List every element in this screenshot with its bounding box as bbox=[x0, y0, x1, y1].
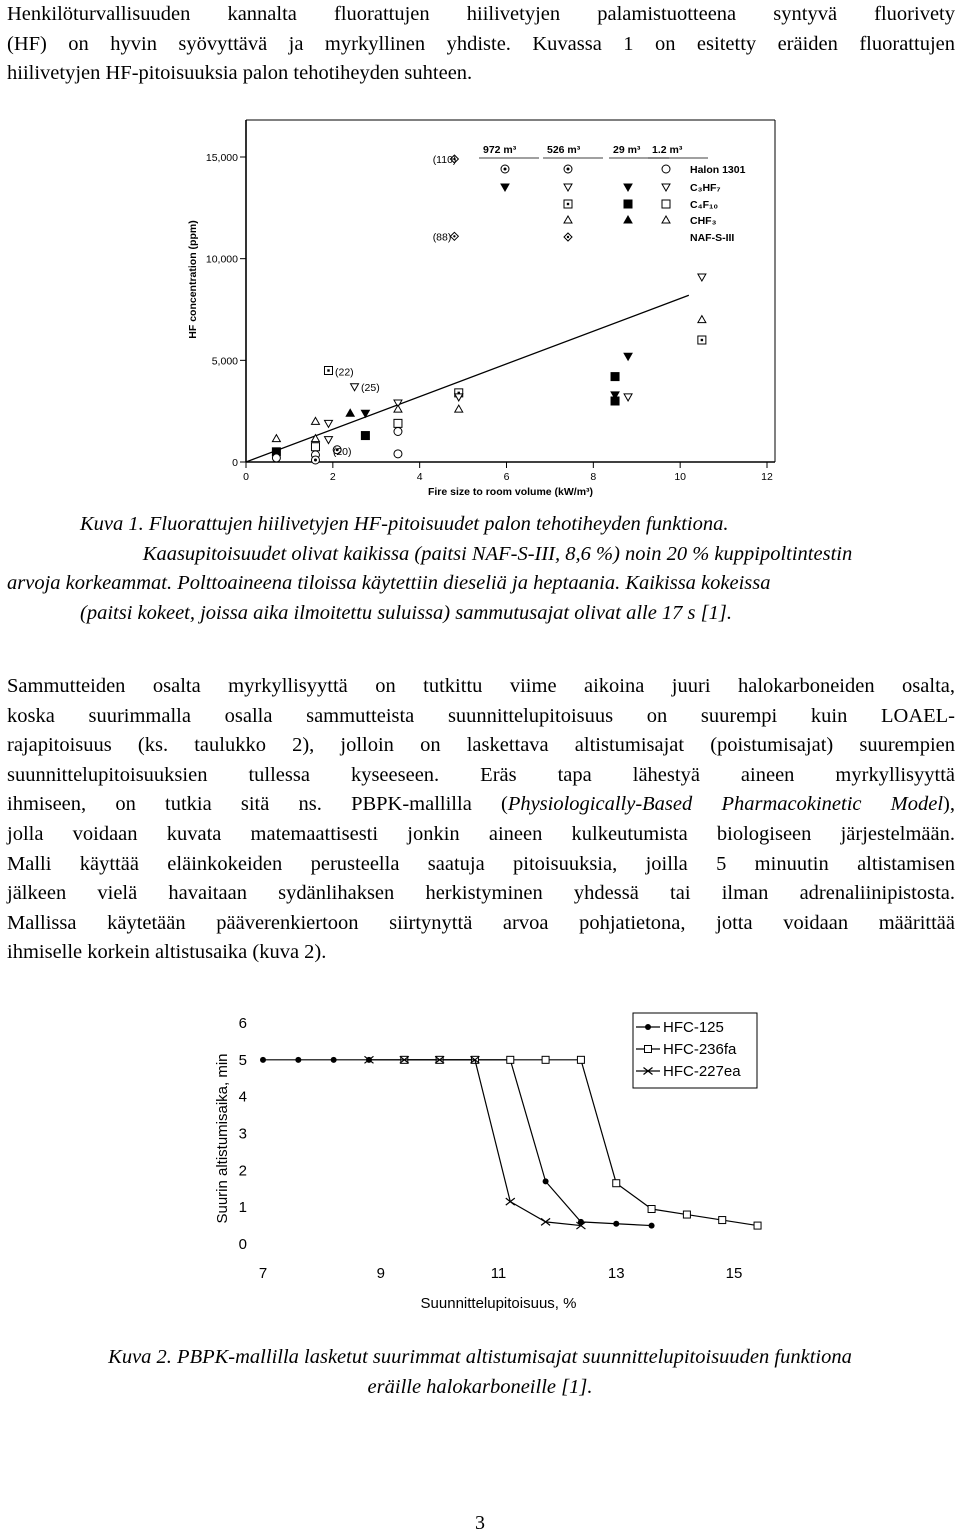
point-annotation: (110) bbox=[432, 154, 457, 167]
legend-marker bbox=[645, 1046, 652, 1053]
legend-room-volume: 526 m³ bbox=[547, 144, 581, 156]
legend-agent-label: C₃HF₇ bbox=[690, 182, 721, 194]
series-line bbox=[263, 1060, 652, 1226]
data-point-dot bbox=[314, 458, 317, 461]
series-point bbox=[754, 1222, 761, 1229]
data-point bbox=[311, 417, 319, 424]
x-tick-label: 11 bbox=[490, 1265, 507, 1282]
series-point bbox=[542, 1056, 549, 1063]
y-tick-label: 6 bbox=[238, 1015, 247, 1032]
y-tick-label: 1 bbox=[238, 1199, 247, 1217]
figure-1-caption-line: (paitsi kokeet, joissa aika ilmoitettu suluissa) sammutusajat olivat alle 17 s [1]. bbox=[80, 602, 732, 624]
series-line bbox=[369, 1060, 581, 1226]
legend-marker bbox=[564, 216, 572, 223]
y-tick-label: 5 bbox=[238, 1051, 247, 1069]
point-annotation: (88) bbox=[432, 231, 452, 244]
x-tick-label: 4 bbox=[416, 471, 423, 483]
legend-marker bbox=[662, 184, 670, 191]
y-tick-label: 5,000 bbox=[211, 355, 238, 368]
series-point bbox=[260, 1057, 266, 1063]
figure-2-chart bbox=[200, 1000, 770, 1320]
legend-label: HFC-227ea bbox=[663, 1063, 741, 1080]
legend-marker bbox=[645, 1024, 651, 1030]
data-point bbox=[351, 384, 359, 391]
series-point bbox=[613, 1221, 619, 1227]
body-line: suunnittelupitoisuuksien tullessa kyseeseen. Eräs tapa lähestyä aineen myrkyllisyyttä bbox=[7, 763, 955, 786]
x-tick-label: 15 bbox=[725, 1265, 743, 1282]
y-tick-label: 2 bbox=[238, 1162, 247, 1180]
x-tick-label: 0 bbox=[243, 471, 249, 483]
figure-1-caption-cont bbox=[7, 569, 955, 599]
legend-marker bbox=[624, 184, 632, 191]
figure-1-caption-line: Kaasupitoisuudet olivat kaikissa (paitsi NAF-S-III, 8,6 %) noin 20 % kuppipoltintestin bbox=[142, 543, 853, 565]
legend-agent-label: NAF-S-III bbox=[690, 232, 735, 244]
point-annotation: (22) bbox=[335, 366, 354, 379]
data-point bbox=[346, 409, 354, 416]
legend-label: HFC-236fa bbox=[663, 1041, 737, 1058]
y-tick-label: 15,000 bbox=[205, 152, 238, 164]
body-line: rajapitoisuus (ks. taulukko 2), jolloin on laskettava altistumisajat (poistumisajat) suurempien bbox=[7, 734, 955, 757]
series-hfc-125 bbox=[260, 1057, 655, 1229]
y-tick-label: 4 bbox=[238, 1088, 247, 1106]
data-point bbox=[455, 394, 463, 401]
data-point bbox=[394, 419, 402, 427]
x-tick-label: 9 bbox=[376, 1265, 385, 1282]
body-line: Sammutteiden osalta myrkyllisyyttä on tutkittu viime aikoina juuri halokarboneiden osalta, bbox=[7, 675, 955, 697]
y-tick-label: 0 bbox=[238, 1236, 247, 1253]
data-point bbox=[324, 420, 332, 427]
figure-2-legend bbox=[633, 1013, 757, 1088]
legend-marker-dot bbox=[567, 168, 570, 171]
figure-1-legend bbox=[479, 144, 746, 244]
legend-marker-dot bbox=[504, 168, 507, 171]
data-point bbox=[394, 428, 402, 436]
legend-marker bbox=[662, 200, 670, 208]
figure-1-caption-line: Kuva 1. Fluorattujen hiilivetyjen HF-pitoisuudet palon tehotiheyden funktiona. bbox=[80, 513, 729, 535]
series-point bbox=[295, 1057, 301, 1063]
x-tick-label: 2 bbox=[329, 471, 336, 483]
body-line: ihmiselle korkein altistusaika (kuva 2). bbox=[7, 941, 327, 964]
figure-1-caption-line: arvoja korkeammat. Polttoaineena tiloissa käytettiin dieseliä ja heptaania. Kaikissa kokeissa bbox=[7, 572, 771, 594]
data-point bbox=[394, 450, 402, 458]
legend-marker-dot bbox=[567, 236, 569, 238]
series-point bbox=[648, 1206, 655, 1213]
data-point-dot bbox=[453, 235, 455, 237]
legend-agent-label: CHF₃ bbox=[690, 215, 717, 227]
series-point bbox=[507, 1056, 514, 1063]
x-axis-title: Suunnittelupitoisuus, % bbox=[420, 1295, 577, 1312]
y-tick-label: 3 bbox=[238, 1125, 247, 1143]
figure-1-points bbox=[272, 155, 705, 464]
y-tick-label: 0 bbox=[232, 457, 238, 469]
series-point bbox=[719, 1217, 726, 1224]
legend-agent-label: C₄F₁₀ bbox=[690, 199, 719, 211]
y-axis-title: Suurin altistumisaika, min bbox=[214, 1053, 231, 1224]
data-point bbox=[311, 443, 319, 451]
model-name: Physiologically-Based Pharmacokinetic Model bbox=[507, 793, 944, 816]
x-tick-label: 13 bbox=[607, 1265, 625, 1282]
body-line: koska suurimmalla osalla sammutteista suunnittelupitoisuus on suurempi kuin LOAEL- bbox=[7, 704, 955, 727]
legend-marker bbox=[501, 184, 509, 191]
data-point bbox=[611, 373, 619, 381]
body-line: Mallissa käytetään pääverenkiertoon siirtynyttä arvoa pohjatietona, jotta voidaan määrittää bbox=[7, 911, 955, 934]
body-line: jolla voidaan kuvata matemaattisesti jonkin aineen kulkeutumista biologiseen järjestelmään. bbox=[7, 822, 955, 845]
x-tick-label: 7 bbox=[258, 1265, 268, 1282]
x-tick-label: 10 bbox=[674, 471, 687, 483]
series-point bbox=[577, 1056, 584, 1063]
x-tick-label: 6 bbox=[503, 471, 510, 483]
trend-line bbox=[246, 295, 689, 462]
data-point-dot bbox=[701, 339, 703, 341]
figure-1-caption-cont bbox=[40, 540, 955, 570]
figure-1-chart bbox=[170, 110, 810, 510]
data-point-dot bbox=[327, 369, 329, 371]
intro-line: Henkilöturvallisuuden kannalta fluorattujen hiilivetyjen palamistuotteena syntyvä fluorivety bbox=[7, 3, 955, 25]
data-point bbox=[611, 397, 619, 405]
data-point bbox=[272, 435, 280, 442]
legend-label: HFC-125 bbox=[663, 1019, 724, 1036]
series-point bbox=[613, 1180, 620, 1187]
legend-marker bbox=[624, 200, 632, 208]
y-tick-label: 10,000 bbox=[205, 253, 238, 266]
legend-marker bbox=[662, 216, 670, 223]
y-axis-title: HF concentration (ppm) bbox=[187, 220, 199, 339]
data-point bbox=[272, 454, 280, 462]
data-point bbox=[698, 316, 706, 323]
legend-marker bbox=[624, 216, 632, 223]
figure-1-caption-cont bbox=[80, 599, 960, 629]
body-line-prefix: ihmiseen, on tutkia sitä ns. PBPK-mallilla ( bbox=[7, 793, 508, 816]
legend-room-volume: 1.2 m³ bbox=[652, 144, 683, 156]
data-point bbox=[311, 435, 319, 442]
legend-room-volume: 972 m³ bbox=[483, 144, 517, 156]
series-point bbox=[331, 1057, 337, 1063]
data-point bbox=[361, 432, 369, 440]
legend-marker-dot bbox=[567, 203, 569, 205]
legend-marker bbox=[564, 184, 572, 191]
figure-1-caption bbox=[80, 510, 960, 540]
legend-agent-label: Halon 1301 bbox=[690, 164, 746, 176]
intro-line: hiilivetyjen HF-pitoisuuksia palon tehotiheyden suhteen. bbox=[7, 62, 473, 85]
intro-line: (HF) on hyvin syövyttävä ja myrkyllinen yhdiste. Kuvassa 1 on esitetty eräiden fluorattujen bbox=[7, 32, 955, 55]
body-paragraph bbox=[7, 672, 955, 968]
body-line: ihmiseen, on tutkia sitä ns. PBPK-mallilla (Physiologically-Based Pharmacokinetic Model), bbox=[7, 793, 955, 816]
intro-paragraph bbox=[7, 0, 955, 89]
data-point bbox=[324, 437, 332, 444]
body-line: jälkeen vielä havaitaan sydänlihaksen herkistyminen yhdessä tai ilman adrenaliinipistosta. bbox=[7, 882, 955, 905]
data-point bbox=[624, 394, 632, 401]
legend-marker bbox=[662, 165, 670, 173]
legend-room-volume: 29 m³ bbox=[613, 144, 641, 156]
figure-2-caption bbox=[0, 1343, 960, 1402]
x-tick-label: 12 bbox=[761, 471, 773, 483]
figure-2-caption-line: eräille halokarboneille [1]. bbox=[367, 1375, 593, 1398]
point-annotation: (25) bbox=[361, 381, 380, 394]
figure-2-caption-line: Kuva 2. PBPK-mallilla lasketut suurimmat altistumisajat suunnittelupitoisuuden funktiona bbox=[108, 1346, 852, 1368]
series-hfc-227ea bbox=[364, 1056, 585, 1229]
series-point bbox=[649, 1223, 655, 1229]
body-line: Malli käyttää eläinkokeiden perusteella saatuja pitoisuuksia, joilla 5 minuutin altistamisen bbox=[7, 852, 955, 875]
series-point bbox=[543, 1178, 549, 1184]
x-tick-label: 8 bbox=[590, 471, 597, 483]
point-annotation: (20) bbox=[332, 445, 352, 458]
x-axis-title: Fire size to room volume (kW/m³) bbox=[427, 486, 594, 498]
data-point bbox=[624, 353, 632, 360]
data-point bbox=[455, 405, 463, 412]
page-number: 3 bbox=[475, 1512, 485, 1534]
series-point bbox=[683, 1211, 690, 1218]
data-point bbox=[698, 274, 706, 281]
